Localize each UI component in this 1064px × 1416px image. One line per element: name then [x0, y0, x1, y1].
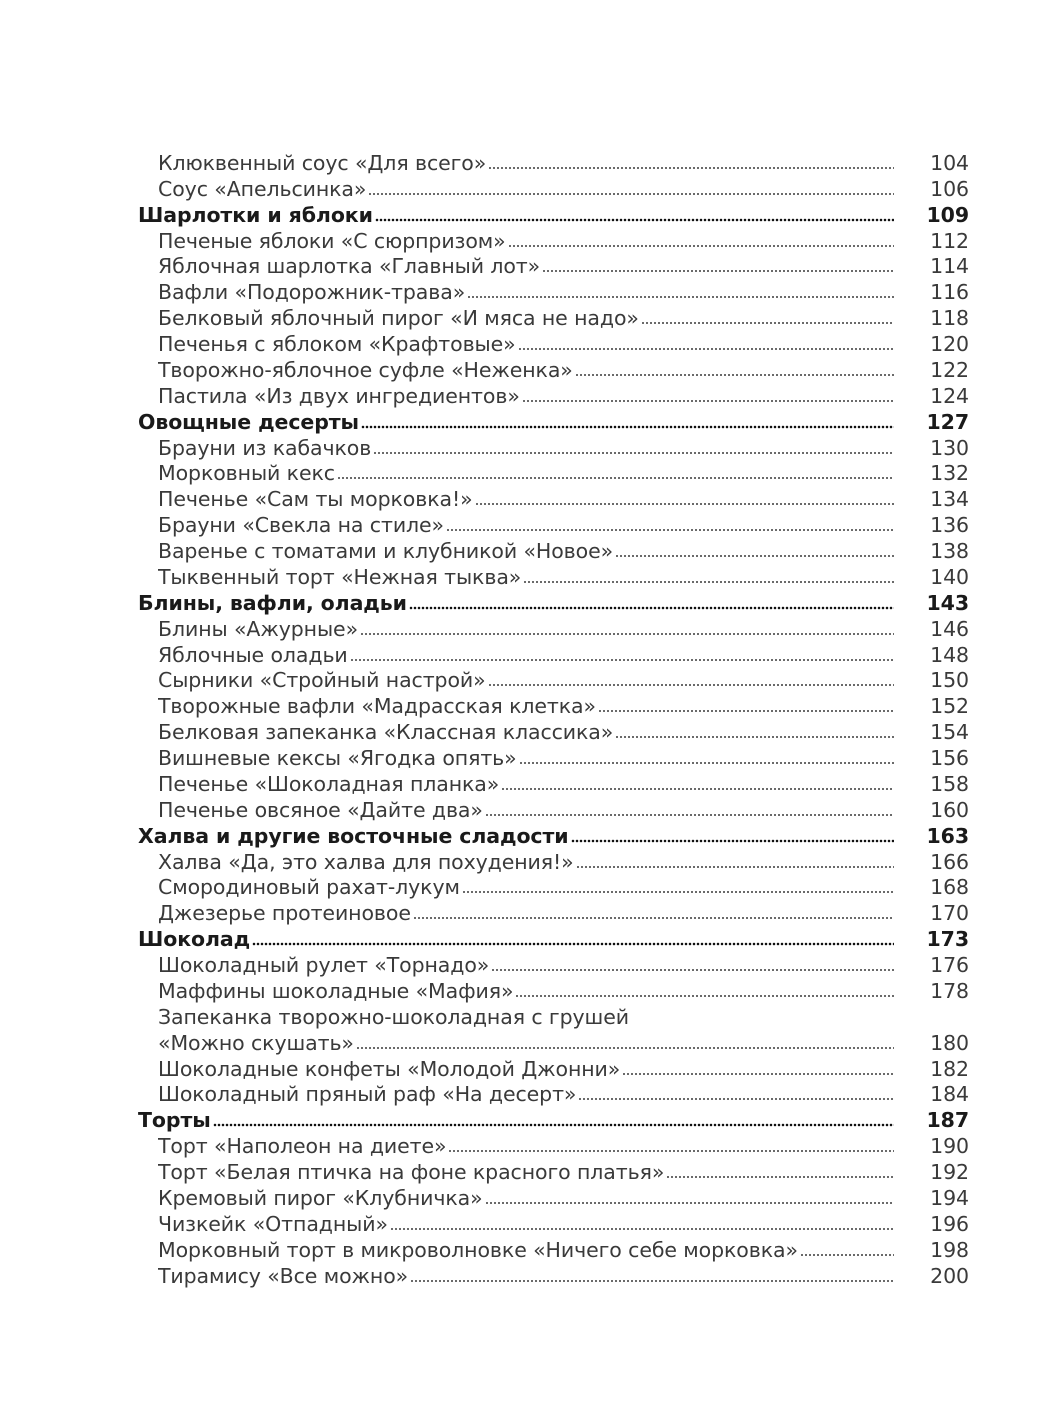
page-number: 109 — [926, 202, 969, 227]
page-number: 182 — [930, 1056, 969, 1081]
entry-title: Вафли «Подорожник-трава» — [158, 280, 466, 305]
dot-leader — [575, 373, 894, 377]
toc-entry — [138, 357, 969, 383]
toc-entry — [138, 1211, 969, 1237]
page-number: 138 — [930, 539, 969, 563]
dot-leader — [475, 502, 894, 506]
page-number: 190 — [930, 1134, 969, 1159]
toc-entry — [138, 900, 969, 926]
dot-leader — [373, 451, 894, 455]
toc-entry — [138, 331, 969, 357]
dot-leader — [375, 218, 894, 222]
page-number: 168 — [930, 875, 969, 900]
page-number: 158 — [930, 771, 969, 796]
entry-title: Халва и другие восточные сладости — [138, 823, 569, 848]
page-number: 146 — [930, 616, 969, 641]
dot-leader — [252, 942, 894, 946]
dot-leader — [615, 554, 894, 558]
entry-title: Шоколадные конфеты «Молодой Джонни» — [158, 1056, 621, 1081]
page-number: 198 — [930, 1237, 969, 1262]
entry-title: Шарлотки и яблоки — [138, 202, 373, 227]
entry-title: Вишневые кексы «Ягодка опять» — [158, 746, 517, 770]
dot-leader — [519, 761, 894, 765]
page-number: 170 — [930, 901, 969, 926]
toc-entry — [138, 1082, 969, 1108]
page-number: 163 — [926, 823, 969, 848]
page-number: 143 — [926, 590, 969, 615]
dot-leader — [571, 839, 894, 843]
dot-leader — [598, 709, 894, 713]
dot-leader — [413, 916, 894, 920]
entry-title: Морковный кекс — [158, 461, 335, 486]
dot-leader — [337, 476, 894, 480]
toc-section — [138, 590, 969, 616]
page-number: 192 — [930, 1160, 969, 1184]
entry-title: Чизкейк «Отпадный» — [158, 1211, 388, 1236]
toc-entry — [138, 616, 969, 642]
page-number: 148 — [930, 642, 969, 667]
dot-leader — [488, 683, 894, 687]
toc-entry — [138, 279, 969, 305]
dot-leader — [518, 347, 894, 351]
dot-leader — [360, 632, 894, 636]
toc-section — [138, 202, 969, 228]
page-number: 120 — [930, 332, 969, 356]
page-number: 140 — [930, 564, 969, 589]
dot-leader — [356, 1046, 894, 1050]
page-number: 166 — [930, 849, 969, 874]
page-number: 134 — [930, 487, 969, 512]
entry-title: Шоколад — [138, 927, 251, 952]
page-number: 178 — [930, 978, 969, 1003]
toc-entry — [138, 1263, 969, 1289]
page-number: 116 — [930, 280, 969, 305]
dot-leader — [515, 994, 894, 998]
toc-entry — [138, 538, 969, 564]
toc-entry — [138, 745, 969, 771]
page-number: 173 — [926, 927, 969, 952]
entry-title: Торт «Наполеон на диете» — [158, 1134, 447, 1159]
entry-title: Тыквенный торт «Нежная тыква» — [158, 564, 522, 589]
page-number: 130 — [930, 435, 969, 460]
toc-entry — [138, 952, 969, 978]
entry-title: Соус «Апельсинка» — [158, 176, 367, 201]
page-number: 180 — [930, 1030, 969, 1055]
entry-title: Шоколадный рулет «Торнадо» — [158, 953, 490, 977]
entry-title: Печенье «Шоколадная планка» — [158, 771, 500, 796]
dot-leader — [390, 1227, 894, 1231]
entry-title: Пастила «Из двух ингредиентов» — [158, 383, 520, 408]
dot-leader — [800, 1253, 894, 1257]
toc-entry — [138, 1030, 969, 1056]
page-number: 106 — [930, 176, 969, 201]
dot-leader — [410, 1279, 894, 1283]
dot-leader — [578, 1097, 894, 1101]
page-number: 132 — [930, 461, 969, 486]
toc-entry — [138, 564, 969, 590]
entry-title: Блины, вафли, оладьи — [138, 590, 407, 615]
entry-title: Творожно-яблочное суфле «Неженка» — [158, 357, 573, 382]
entry-title: Белковая запеканка «Классная классика» — [158, 720, 614, 745]
page-number: 194 — [930, 1185, 969, 1210]
entry-title: Кремовый пирог «Клубничка» — [158, 1185, 483, 1210]
dot-leader — [666, 1175, 894, 1179]
page-number: 152 — [930, 694, 969, 719]
toc-entry — [138, 1004, 969, 1030]
page-number: 127 — [926, 409, 969, 434]
dot-leader — [523, 580, 894, 584]
toc-entry — [138, 176, 969, 202]
toc-section — [138, 823, 969, 849]
toc-section — [138, 926, 969, 952]
dot-leader — [576, 865, 894, 869]
dot-leader — [485, 1201, 894, 1205]
dot-leader — [491, 968, 894, 972]
toc-entry — [138, 435, 969, 461]
page-number: 160 — [930, 797, 969, 822]
toc-entry — [138, 486, 969, 512]
toc-entry — [138, 875, 969, 901]
page-number: 200 — [930, 1263, 969, 1288]
toc-entry — [138, 150, 969, 176]
entry-title: «Можно скушать» — [158, 1030, 354, 1055]
page-number: 118 — [930, 306, 969, 331]
entry-title: Брауни из кабачков — [158, 435, 372, 460]
page-number: 136 — [930, 513, 969, 538]
dot-leader — [361, 425, 894, 429]
toc-entry — [138, 461, 969, 487]
page-number: 187 — [926, 1108, 969, 1133]
entry-title: Джезерье протеиновое — [158, 901, 411, 926]
dot-leader — [522, 399, 894, 403]
toc-entry — [138, 797, 969, 823]
page-number: 112 — [930, 228, 969, 253]
dot-leader — [485, 813, 894, 817]
entry-title: Клюквенный соус «Для всего» — [158, 150, 487, 175]
dot-leader — [488, 166, 894, 170]
toc-entry — [138, 254, 969, 280]
page-number: 114 — [930, 254, 969, 279]
entry-title: Брауни «Свекла на стиле» — [158, 513, 445, 538]
entry-title: Творожные вафли «Мадрасская клетка» — [158, 694, 596, 719]
dot-leader — [622, 1072, 894, 1076]
entry-title: Яблочные оладьи — [158, 642, 348, 667]
dot-leader — [368, 192, 894, 196]
dot-leader — [615, 735, 894, 739]
toc-entry — [138, 305, 969, 331]
entry-title: Белковый яблочный пирог «И мяса не надо» — [158, 306, 639, 331]
entry-title: Халва «Да, это халва для похудения!» — [158, 849, 574, 874]
dot-leader — [462, 890, 894, 894]
toc-section — [138, 1107, 969, 1133]
entry-title: Печенье овсяное «Дайте два» — [158, 797, 483, 822]
entry-title: Запеканка творожно-шоколадная с грушей — [158, 1004, 629, 1029]
toc-entry — [138, 642, 969, 668]
page-number: 196 — [930, 1211, 969, 1236]
dot-leader — [542, 269, 894, 273]
dot-leader — [409, 606, 894, 610]
dot-leader — [508, 244, 894, 248]
dot-leader — [501, 787, 894, 791]
toc-entry — [138, 849, 969, 875]
page-number: 156 — [930, 746, 969, 770]
page-number: 122 — [930, 357, 969, 382]
toc-entry — [138, 719, 969, 745]
entry-title: Сырники «Стройный настрой» — [158, 668, 486, 693]
toc-entry — [138, 512, 969, 538]
toc-entry — [138, 668, 969, 694]
toc-entry — [138, 771, 969, 797]
dot-leader — [446, 528, 894, 532]
entry-title: Торт «Белая птичка на фоне красного платья» — [158, 1160, 665, 1184]
dot-leader — [448, 1149, 894, 1153]
toc-entry — [138, 1133, 969, 1159]
toc-entry — [138, 1237, 969, 1263]
toc-entry — [138, 1185, 969, 1211]
toc-entry — [138, 383, 969, 409]
entry-title: Морковный торт в микроволновке «Ничего себе морковка» — [158, 1237, 798, 1262]
dot-leader — [350, 658, 894, 662]
page-number: 184 — [930, 1082, 969, 1107]
entry-title: Печенья с яблоком «Крафтовые» — [158, 332, 516, 356]
page-number: 104 — [930, 150, 969, 175]
page-number: 150 — [930, 668, 969, 693]
entry-title: Печеные яблоки «С сюрпризом» — [158, 228, 506, 253]
page-number: 124 — [930, 383, 969, 408]
toc-entry — [138, 1159, 969, 1185]
toc-section — [138, 409, 969, 435]
entry-title: Тирамису «Все можно» — [158, 1263, 409, 1288]
dot-leader — [641, 321, 894, 325]
dot-leader — [467, 295, 894, 299]
entry-title: Маффины шоколадные «Мафия» — [158, 978, 514, 1003]
table-of-contents — [138, 150, 969, 1289]
entry-title: Яблочная шарлотка «Главный лот» — [158, 254, 541, 279]
entry-title: Варенье с томатами и клубникой «Новое» — [158, 539, 614, 563]
toc-entry — [138, 1056, 969, 1082]
entry-title: Овощные десерты — [138, 409, 359, 434]
dot-leader — [213, 1123, 894, 1127]
toc-entry — [138, 978, 969, 1004]
entry-title: Печенье «Сам ты морковка!» — [158, 487, 473, 512]
entry-title: Смородиновый рахат-лукум — [158, 875, 460, 900]
entry-title: Шоколадный пряный раф «На десерт» — [158, 1082, 577, 1107]
toc-entry — [138, 228, 969, 254]
entry-title: Блины «Ажурные» — [158, 616, 359, 641]
page-number: 154 — [930, 720, 969, 745]
toc-entry — [138, 693, 969, 719]
page-number: 176 — [930, 953, 969, 977]
entry-title: Торты — [138, 1108, 211, 1133]
